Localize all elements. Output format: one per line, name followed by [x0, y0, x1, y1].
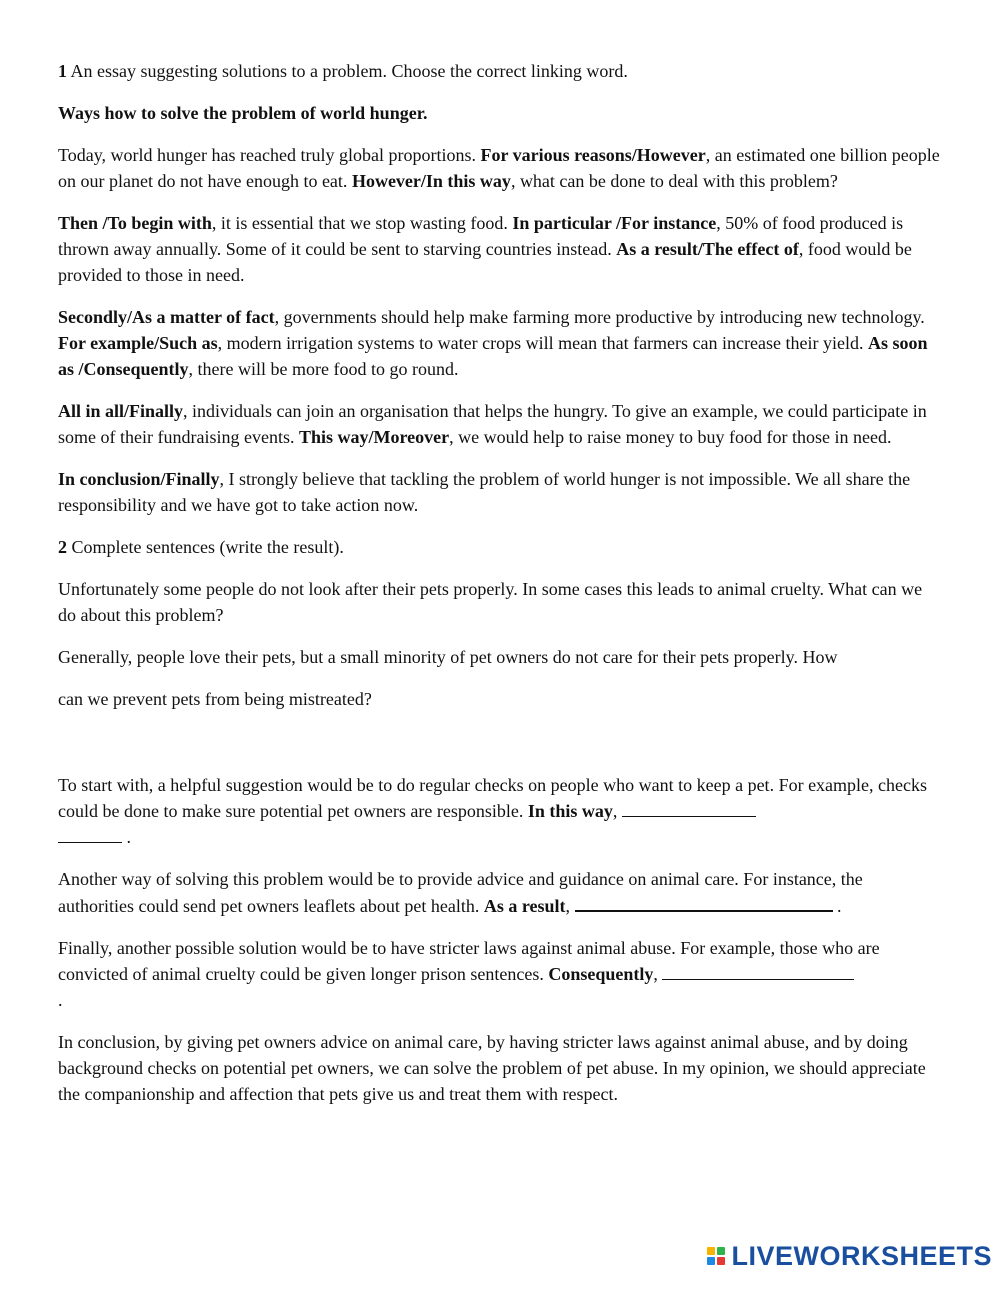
linking-choice[interactable]: For various reasons/However	[480, 145, 706, 165]
answer-blank-3[interactable]	[662, 961, 854, 980]
exercise2-instruction: 2 Complete sentences (write the result).	[58, 537, 344, 557]
answer-blank-1-continued[interactable]	[58, 824, 122, 843]
essay-paragraph-3: Secondly/As a matter of fact, governments should help make farming more productive by introducing new technology. For example/Such as, modern irrigation systems to water crops will mean that farmers can increase their yield. As soon as /Consequently, there will be more food to go round.	[58, 307, 928, 379]
result-sentence-3: Finally, another possible solution would be to have stricter laws against animal abuse. For example, those who are convicted of animal cruelty could be given longer prison sentences. Consequently, .	[58, 938, 880, 1010]
logo-block	[707, 1257, 715, 1265]
spacer	[58, 728, 942, 772]
exercise2-intro-2b: can we prevent pets from being mistreated?	[58, 689, 372, 709]
exercise2-intro-1: Unfortunately some people do not look after their pets properly. In some cases this leads to animal cruelty. What can we do about this problem?	[58, 579, 923, 625]
exercise1-number: 1	[58, 61, 67, 81]
linking-choice[interactable]: Secondly/As a matter of fact	[58, 307, 275, 327]
essay-paragraph-1: Today, world hunger has reached truly global proportions. For various reasons/However, an estimated one billion people on our planet do not have enough to eat. However/In this way, what can be done to deal with this problem?	[58, 145, 940, 191]
essay-paragraph-5: In conclusion/Finally, I strongly believe that tackling the problem of world hunger is not impossible. We all share the responsibility and we have got to take action now.	[58, 469, 911, 515]
essay-paragraph-2: Then /To begin with, it is essential that we stop wasting food. In particular /For instance, 50% of food produced is thrown away annually. Some of it could be sent to starving countries instead. As a result/The effect of, food would be provided to those in need.	[58, 213, 912, 285]
logo-block	[707, 1247, 715, 1255]
linking-choice[interactable]: In particular /For instance	[512, 213, 717, 233]
result-sentence-1: To start with, a helpful suggestion would be to do regular checks on people who want to keep a pet. For example, checks could be done to make sure potential pet owners are responsible. In this way, .	[58, 775, 928, 847]
conclusion-paragraph: In conclusion, by giving pet owners advice on animal care, by having stricter laws against animal abuse, and by doing background checks on potential pet owners, we can solve the problem of pet abuse. In my opinion, we should appreciate the companionship and affection that pets give us and treat them with respect.	[58, 1032, 926, 1104]
linking-choice[interactable]: In conclusion/Finally	[58, 469, 220, 489]
worksheet-page	[58, 58, 942, 1123]
essay-paragraph-4: All in all/Finally, individuals can join an organisation that helps the hungry. To give an example, we could participate in some of their fundraising events. This way/Moreover, we would help to raise money to buy food for those in need.	[58, 401, 927, 447]
answer-blank-1[interactable]	[622, 798, 756, 817]
logo-text: LIVEWORKSHEETS	[731, 1241, 992, 1271]
linking-choice[interactable]: This way/Moreover	[298, 427, 450, 447]
linking-choice[interactable]: However/In this way	[351, 171, 511, 191]
linking-choice[interactable]: Then /To begin with	[58, 213, 212, 233]
answer-blank-2[interactable]	[575, 892, 833, 912]
linking-choice[interactable]: As a result/The effect of	[616, 239, 799, 259]
liveworksheets-logo	[707, 1241, 992, 1271]
exercise2-number: 2	[58, 537, 67, 557]
linking-choice[interactable]: All in all/Finally	[58, 401, 184, 421]
linking-choice[interactable]: As soon as /Consequently	[58, 333, 928, 379]
logo-block	[717, 1247, 725, 1255]
exercise1-instruction: 1 An essay suggesting solutions to a problem. Choose the correct linking word.	[58, 61, 628, 81]
result-sentence-2: Another way of solving this problem would be to provide advice and guidance on animal care. For instance, the authorities could send pet owners leaflets about pet health. As a result, .	[58, 869, 863, 916]
exercise2-intro-2a: Generally, people love their pets, but a small minority of pet owners do not care for their pets properly. How	[58, 647, 838, 667]
essay-title: Ways how to solve the problem of world hunger.	[58, 103, 428, 123]
logo-blocks-icon	[707, 1247, 725, 1265]
logo-block	[717, 1257, 725, 1265]
linking-choice[interactable]: For example/Such as	[58, 333, 218, 353]
